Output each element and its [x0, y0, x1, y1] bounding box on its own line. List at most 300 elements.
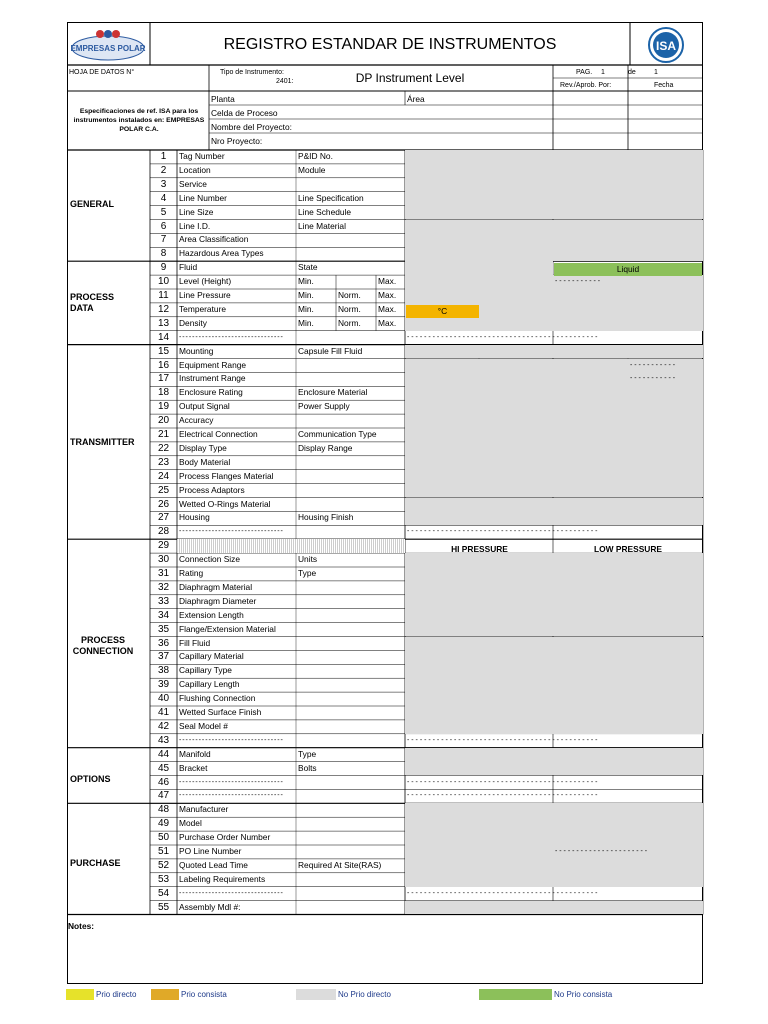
row-label: Density	[179, 317, 207, 328]
row-value-field-2[interactable]	[553, 762, 703, 776]
row-dash-mid: - - - - - - - - - - -	[555, 278, 601, 286]
row-value-field[interactable]	[405, 442, 553, 456]
legend-swatch-no-prio-consista	[479, 989, 552, 1000]
row-number: 11	[158, 290, 169, 301]
row-number: 12	[157, 303, 170, 315]
de-label: de	[628, 69, 636, 76]
row-dash-line: - - - - - - - - - - - - - - - - - - - - - - - - - - - - - - - -	[179, 889, 283, 897]
row-value-field[interactable]	[405, 220, 553, 234]
fecha-label: Fecha	[654, 82, 674, 89]
row-value-field[interactable]	[405, 637, 553, 651]
row-value-field-2[interactable]	[553, 650, 703, 664]
de-num: 1	[654, 69, 658, 76]
row-value-field[interactable]	[405, 498, 553, 512]
row-value-field[interactable]	[405, 414, 553, 428]
row-value-field-2[interactable]	[553, 859, 703, 873]
row-sublabel	[296, 845, 405, 859]
legend	[60, 988, 700, 1002]
row-number: 48	[157, 804, 170, 816]
row-label: Instrument Range	[179, 373, 246, 384]
fluid-state-liquid[interactable]: Liquid	[554, 263, 702, 276]
row-number: 25	[157, 484, 170, 496]
row-label: Capillary Material	[179, 651, 244, 662]
row-label: PO Line Number	[179, 846, 242, 856]
row-sublabel	[296, 595, 405, 609]
row-value-field-2[interactable]	[553, 303, 703, 317]
row-label: Electrical Connection	[179, 429, 258, 439]
row-value-field[interactable]	[405, 609, 553, 623]
row-value-field[interactable]	[405, 456, 553, 470]
row-value-field-2[interactable]	[553, 692, 703, 706]
row-number: 3	[160, 178, 167, 190]
row-value-field[interactable]	[405, 317, 553, 331]
row-value-field[interactable]	[405, 275, 553, 289]
row-value-field-2[interactable]	[553, 637, 703, 651]
tipo-label: Tipo de Instrumento:	[220, 69, 284, 76]
row-value-field-2[interactable]	[553, 748, 703, 762]
row-sublabel	[296, 873, 405, 887]
row-29-hatch	[177, 539, 405, 553]
row-value-field-2[interactable]	[553, 220, 703, 234]
row-sublabel	[296, 623, 405, 637]
instrument-type: DP Instrument Level	[355, 71, 465, 85]
row-number: 52	[157, 859, 170, 871]
row-label: Accuracy	[179, 415, 214, 426]
row-number: 17	[157, 373, 170, 385]
row-sublabel: Type	[298, 748, 317, 759]
row-value-field-2[interactable]	[553, 456, 703, 470]
row-label: Output Signal	[179, 401, 230, 412]
row-value-field[interactable]	[405, 400, 553, 414]
row-number: 22	[157, 442, 170, 454]
row-label: Quoted Lead Time	[179, 859, 248, 870]
row-sublabel: Communication Type	[298, 429, 377, 439]
row-min-label: Min.	[298, 290, 314, 300]
row-number: 38	[157, 665, 170, 677]
row-label: Flushing Connection	[179, 693, 256, 704]
section-transmitter: TRANSMITTER	[70, 437, 135, 447]
low-pressure-header: LOW PRESSURE	[594, 544, 662, 554]
row-label: Model	[179, 818, 202, 829]
row-value-field-2[interactable]	[553, 484, 703, 498]
row-number: 19	[157, 401, 170, 413]
row-number: 39	[157, 679, 170, 691]
row-norm-label: Norm.	[338, 303, 361, 314]
row-label: Tag Number	[179, 151, 225, 161]
row-min-label: Min.	[298, 276, 314, 287]
row-value-field-2[interactable]	[553, 720, 703, 734]
row-number: 47	[157, 790, 170, 802]
row-value-field-2[interactable]	[553, 873, 703, 887]
row-number: 34	[157, 609, 170, 621]
legend-swatch-prio-consista	[151, 989, 179, 1000]
row-label: Extension Length	[179, 609, 244, 620]
row-value-field[interactable]	[405, 720, 553, 734]
row-label: Wetted O-Rings Material	[179, 498, 271, 509]
row-label: Enclosure Rating	[179, 387, 243, 398]
row-value-field-2[interactable]	[553, 400, 703, 414]
row-value-field[interactable]	[405, 706, 553, 720]
row-value-field-2[interactable]	[553, 678, 703, 692]
row-number: 29	[157, 540, 170, 552]
row-number: 45	[157, 762, 170, 774]
row-value-field[interactable]	[405, 748, 553, 762]
row-value-field[interactable]	[405, 831, 553, 845]
section-process-data: PROCESS DATA	[70, 292, 115, 313]
row-value-field-2[interactable]	[553, 706, 703, 720]
row-number: 28	[157, 526, 170, 538]
row-number: 37	[157, 651, 170, 663]
row-label: Flange/Extension Material	[179, 623, 276, 634]
row-number: 36	[157, 637, 170, 649]
row-sublabel	[296, 692, 405, 706]
row-sublabel: Units	[298, 554, 318, 565]
row-value-field-2[interactable]	[553, 567, 703, 581]
temperature-unit[interactable]: °C	[406, 305, 479, 318]
row-value-field[interactable]	[405, 359, 553, 373]
row-sublabel	[296, 678, 405, 692]
row-number: 4	[160, 192, 167, 204]
row-sublabel	[296, 706, 405, 720]
row-sublabel: State	[298, 262, 318, 273]
row-value-field-2[interactable]	[553, 581, 703, 595]
row-label: Diaphragm Diameter	[179, 595, 257, 606]
row-number: 31	[157, 568, 170, 579]
row-number: 21	[157, 429, 170, 440]
row-dash-line-right: - - - - - - - - - - - - - - - - - - - - - - - - - - - - - - - - - - - - - - - - - - - - -	[407, 528, 598, 536]
row-value-field-2[interactable]	[553, 901, 703, 915]
row-sublabel	[296, 498, 405, 512]
row-number: 32	[157, 581, 170, 593]
row-value-field[interactable]	[405, 289, 553, 303]
row-label: Connection Size	[179, 554, 240, 565]
row-number: 53	[157, 873, 170, 885]
row-dash-right: - - - - - - - - - - - - - - - - - - - - - -	[555, 848, 648, 855]
row-number: 23	[157, 456, 170, 468]
row-value-field[interactable]	[405, 233, 553, 247]
row-number: 15	[157, 345, 170, 357]
row-sublabel: Display Range	[298, 442, 353, 453]
section-purchase: PURCHASE	[70, 858, 121, 868]
row-sublabel	[296, 901, 405, 915]
row-number: 20	[157, 415, 170, 427]
row-label: Manifold	[179, 748, 211, 759]
row-sublabel: P&ID No.	[298, 151, 333, 161]
row-label: Body Material	[179, 456, 231, 467]
section-process-connection: PROCESS CONNECTION	[72, 635, 134, 656]
row-label: Housing	[179, 512, 210, 523]
row-value-field-2[interactable]	[553, 414, 703, 428]
nro-field[interactable]: Nro Proyecto:	[211, 136, 263, 146]
row-value-field-2[interactable]	[553, 831, 703, 845]
row-value-field[interactable]	[405, 261, 553, 275]
row-number: 8	[160, 248, 167, 260]
row-max-label: Max.	[378, 303, 397, 314]
row-value-field-2[interactable]	[553, 289, 703, 303]
row-value-field-2[interactable]	[553, 664, 703, 678]
legend-label-prio-directo: Prio directo	[96, 990, 137, 999]
row-label: Assembly Mdl #:	[179, 901, 241, 912]
row-number: 44	[157, 748, 170, 760]
row-value-field[interactable]	[405, 762, 553, 776]
area-field[interactable]: Área	[407, 94, 425, 104]
row-number: 7	[160, 234, 167, 246]
isa-logo-text: ISA	[655, 39, 677, 53]
celda-field[interactable]: Celda de Proceso	[211, 108, 278, 118]
row-sublabel	[296, 664, 405, 678]
row-dash-line-right: - - - - - - - - - - - - - - - - - - - - - - - - - - - - - - - - - - - - - - - - - - - - -	[407, 778, 598, 786]
row-number: 24	[157, 470, 170, 482]
row-number: 16	[157, 359, 170, 371]
row-sublabel	[296, 456, 405, 470]
row-value-field[interactable]	[405, 345, 553, 359]
row-label: Line Number	[179, 192, 227, 203]
row-sublabel: Bolts	[298, 762, 317, 773]
hoja-label: HOJA DE DATOS N°	[69, 69, 135, 76]
row-label: Display Type	[179, 442, 227, 453]
row-value-field[interactable]	[405, 192, 553, 206]
row-value-field-2[interactable]	[553, 803, 703, 817]
row-label: Area Classification	[179, 234, 249, 245]
row-label: Level (Height)	[179, 276, 232, 287]
row-value-field[interactable]	[405, 623, 553, 637]
row-dash-line: - - - - - - - - - - - - - - - - - - - - - - - - - - - - - - - -	[179, 778, 283, 786]
planta-field[interactable]: Planta	[211, 94, 235, 104]
pag-num: 1	[601, 69, 605, 76]
row-label: Process Flanges Material	[179, 470, 274, 481]
row-label: Process Adaptors	[179, 484, 245, 495]
legend-swatch-prio-directo	[66, 989, 94, 1000]
row-value-field[interactable]	[405, 372, 553, 386]
row-number: 49	[157, 818, 170, 830]
section-general: GENERAL	[70, 199, 115, 209]
row-value-field-2[interactable]	[553, 345, 703, 359]
row-value-field-2[interactable]	[553, 498, 703, 512]
row-value-field-2[interactable]	[553, 386, 703, 400]
proyecto-field[interactable]: Nombre del Proyecto:	[211, 122, 292, 132]
logo-text: EMPRESAS POLAR	[70, 44, 146, 53]
row-sublabel	[296, 609, 405, 623]
row-label: Diaphragm Material	[179, 581, 253, 592]
row-dash-line-right: - - - - - - - - - - - - - - - - - - - - - - - - - - - - - - - - - - - - - - - - - - - - -	[407, 333, 598, 341]
legend-label-no-prio-directo: No Prio directo	[338, 990, 391, 999]
row-sublabel	[296, 650, 405, 664]
row-norm-label	[336, 275, 376, 289]
row-value-field[interactable]	[405, 164, 553, 178]
row-value-field[interactable]	[405, 678, 553, 692]
row-label: Location	[179, 164, 211, 175]
row-label: Seal Model #	[179, 720, 228, 731]
row-value-field[interactable]	[405, 595, 553, 609]
row-number: 27	[157, 512, 170, 524]
row-value-field[interactable]	[405, 386, 553, 400]
row-value-field[interactable]	[405, 150, 553, 164]
row-label: Fluid	[179, 262, 198, 273]
legend-swatch-no-prio-directo	[296, 989, 336, 1000]
row-sublabel: Capsule Fill Fluid	[298, 345, 363, 356]
row-sublabel	[296, 470, 405, 484]
row-number: 5	[160, 206, 167, 218]
row-sublabel: Housing Finish	[298, 512, 354, 523]
row-number: 54	[157, 887, 170, 899]
row-max-label: Max.	[378, 276, 397, 287]
row-label: Fill Fluid	[179, 637, 211, 648]
row-sublabel	[296, 178, 405, 192]
row-value-field-2[interactable]	[553, 192, 703, 206]
row-value-field[interactable]	[405, 803, 553, 817]
row-label: Service	[179, 178, 207, 189]
row-value-field[interactable]	[405, 178, 553, 192]
row-value-field-2[interactable]	[553, 317, 703, 331]
row-sublabel	[296, 803, 405, 817]
row-number: 14	[157, 331, 170, 343]
row-value-field[interactable]	[405, 859, 553, 873]
section-options: OPTIONS	[70, 774, 111, 784]
row-number: 33	[157, 595, 170, 607]
row-norm-label: Norm.	[338, 290, 361, 300]
row-dash-line: - - - - - - - - - - - - - - - - - - - - - - - - - - - - - - - -	[179, 528, 283, 536]
spec-text: Especificaciones de ref. ISA para los instrumentos instalados en: EMPRESAS POLAR C.A.	[73, 108, 205, 133]
legend-label-no-prio-consista: No Prio consista	[554, 990, 613, 999]
row-dash-line: - - - - - - - - - - - - - - - - - - - - - - - - - - - - - - - -	[179, 792, 283, 800]
row-number: 42	[157, 720, 170, 732]
row-label: Temperature	[179, 303, 227, 314]
row-label: Line Pressure	[179, 290, 231, 300]
row-number: 35	[157, 623, 170, 635]
row-dash-line-right: - - - - - - - - - - - - - - - - - - - - - - - - - - - - - - - - - - - - - - - - - - - - -	[407, 889, 598, 897]
row-number: 51	[157, 846, 170, 857]
row-sublabel: Enclosure Material	[298, 387, 368, 398]
row-min-label: Min.	[298, 317, 314, 328]
row-value-field-2[interactable]	[553, 470, 703, 484]
row-value-field[interactable]	[405, 873, 553, 887]
row-label: Capillary Length	[179, 679, 240, 690]
row-sublabel	[296, 359, 405, 373]
hi-pressure-header: HI PRESSURE	[451, 544, 508, 554]
row-dash-line-right: - - - - - - - - - - - - - - - - - - - - - - - - - - - - - - - - - - - - - - - - - - - - -	[407, 792, 598, 800]
row-label: Mounting	[179, 345, 214, 356]
row-sublabel: Type	[298, 568, 317, 578]
row-value-field-2[interactable]	[553, 164, 703, 178]
row-label: Capillary Type	[179, 665, 232, 676]
row-label: Line Size	[179, 206, 214, 217]
row-sublabel	[296, 247, 405, 261]
pag-label: PAG.	[576, 69, 593, 76]
row-value-field[interactable]	[405, 470, 553, 484]
row-number: 2	[160, 164, 167, 176]
tipo-code: 2401:	[276, 78, 294, 85]
row-value-field-2[interactable]	[553, 206, 703, 220]
row-value-field-2[interactable]	[553, 609, 703, 623]
row-min-label: Min.	[298, 303, 314, 314]
row-sublabel: Line Schedule	[298, 206, 352, 217]
row-label: Line I.D.	[179, 220, 211, 231]
row-dash-line: - - - - - - - - - - - - - - - - - - - - - - - - - - - - - - - -	[179, 333, 283, 341]
row-value-field[interactable]	[405, 511, 553, 525]
row-value-field[interactable]	[405, 581, 553, 595]
row-value-field-2[interactable]	[553, 178, 703, 192]
row-value-field-2[interactable]	[553, 150, 703, 164]
form-title: REGISTRO ESTANDAR DE INSTRUMENTOS	[223, 36, 557, 53]
row-sublabel	[296, 637, 405, 651]
row-norm-label: Norm.	[338, 317, 361, 328]
row-max-label: Max.	[378, 290, 397, 300]
row-value-field-2[interactable]	[553, 817, 703, 831]
row-label: Equipment Range	[179, 359, 247, 370]
row-sublabel: Line Material	[298, 220, 346, 231]
row-value-field-2[interactable]	[553, 595, 703, 609]
row-sublabel	[296, 372, 405, 386]
row-number: 10	[157, 276, 170, 288]
row-label: Manufacturer	[179, 804, 229, 815]
row-sublabel: Required At Site(RAS)	[298, 859, 382, 870]
row-sublabel: Module	[298, 164, 326, 175]
row-number: 13	[157, 317, 170, 329]
row-number: 30	[157, 554, 170, 566]
row-label: Hazardous Area Types	[179, 248, 264, 259]
row-value-field-2[interactable]	[553, 233, 703, 247]
row-value-field[interactable]	[405, 247, 553, 261]
row-value-field[interactable]	[405, 484, 553, 498]
row-sublabel	[296, 817, 405, 831]
row-value-field[interactable]	[405, 901, 553, 915]
row-number: 43	[157, 734, 170, 746]
row-sublabel	[296, 484, 405, 498]
row-label: Wetted Surface Finish	[179, 707, 262, 717]
row-value-field[interactable]	[405, 845, 553, 859]
row-number: 40	[157, 693, 170, 705]
notes-label: Notes:	[68, 921, 95, 931]
legend-label-prio-consista: Prio consista	[181, 990, 227, 999]
row-sublabel: Line Specification	[298, 192, 364, 203]
row-sublabel: Power Supply	[298, 401, 350, 412]
row-number: 18	[157, 387, 170, 399]
row-value-field[interactable]	[405, 692, 553, 706]
row-sublabel	[296, 831, 405, 845]
row-value-field[interactable]	[405, 817, 553, 831]
row-number: 9	[160, 262, 167, 274]
row-number: 50	[157, 832, 170, 844]
row-label: Rating	[179, 568, 204, 578]
row-value-field[interactable]	[405, 428, 553, 442]
row-value-field-2[interactable]	[553, 511, 703, 525]
row-label: Bracket	[179, 762, 208, 773]
row-number: 26	[157, 498, 170, 510]
row-value-field-2[interactable]	[553, 247, 703, 261]
row-number: 1	[160, 151, 167, 162]
row-value-field-2[interactable]	[553, 442, 703, 456]
row-label: Labeling Requirements	[179, 873, 266, 884]
row-number: 41	[157, 707, 170, 718]
row-value-field[interactable]	[405, 650, 553, 664]
row-dash-line-right: - - - - - - - - - - - - - - - - - - - - - - - - - - - - - - - - - - - - - - - - - - - - -	[407, 736, 598, 744]
row-number: 6	[160, 220, 167, 232]
row-value-field-2[interactable]	[553, 428, 703, 442]
row-dash-right: - - - - - - - - - - -	[630, 375, 676, 383]
row-dash-right: - - - - - - - - - - -	[630, 361, 676, 369]
row-sublabel	[296, 581, 405, 595]
row-dash-line: - - - - - - - - - - - - - - - - - - - - - - - - - - - - - - - -	[179, 736, 283, 744]
row-value-field[interactable]	[405, 206, 553, 220]
row-value-field[interactable]	[405, 664, 553, 678]
row-value-field-2[interactable]	[553, 623, 703, 637]
rev-label: Rev./Aprob. Por:	[560, 82, 612, 89]
row-sublabel	[296, 233, 405, 247]
row-number: 46	[157, 776, 170, 788]
row-label: Purchase Order Number	[179, 832, 271, 843]
row-value-field[interactable]	[405, 567, 553, 581]
row-max-label: Max.	[378, 317, 397, 328]
